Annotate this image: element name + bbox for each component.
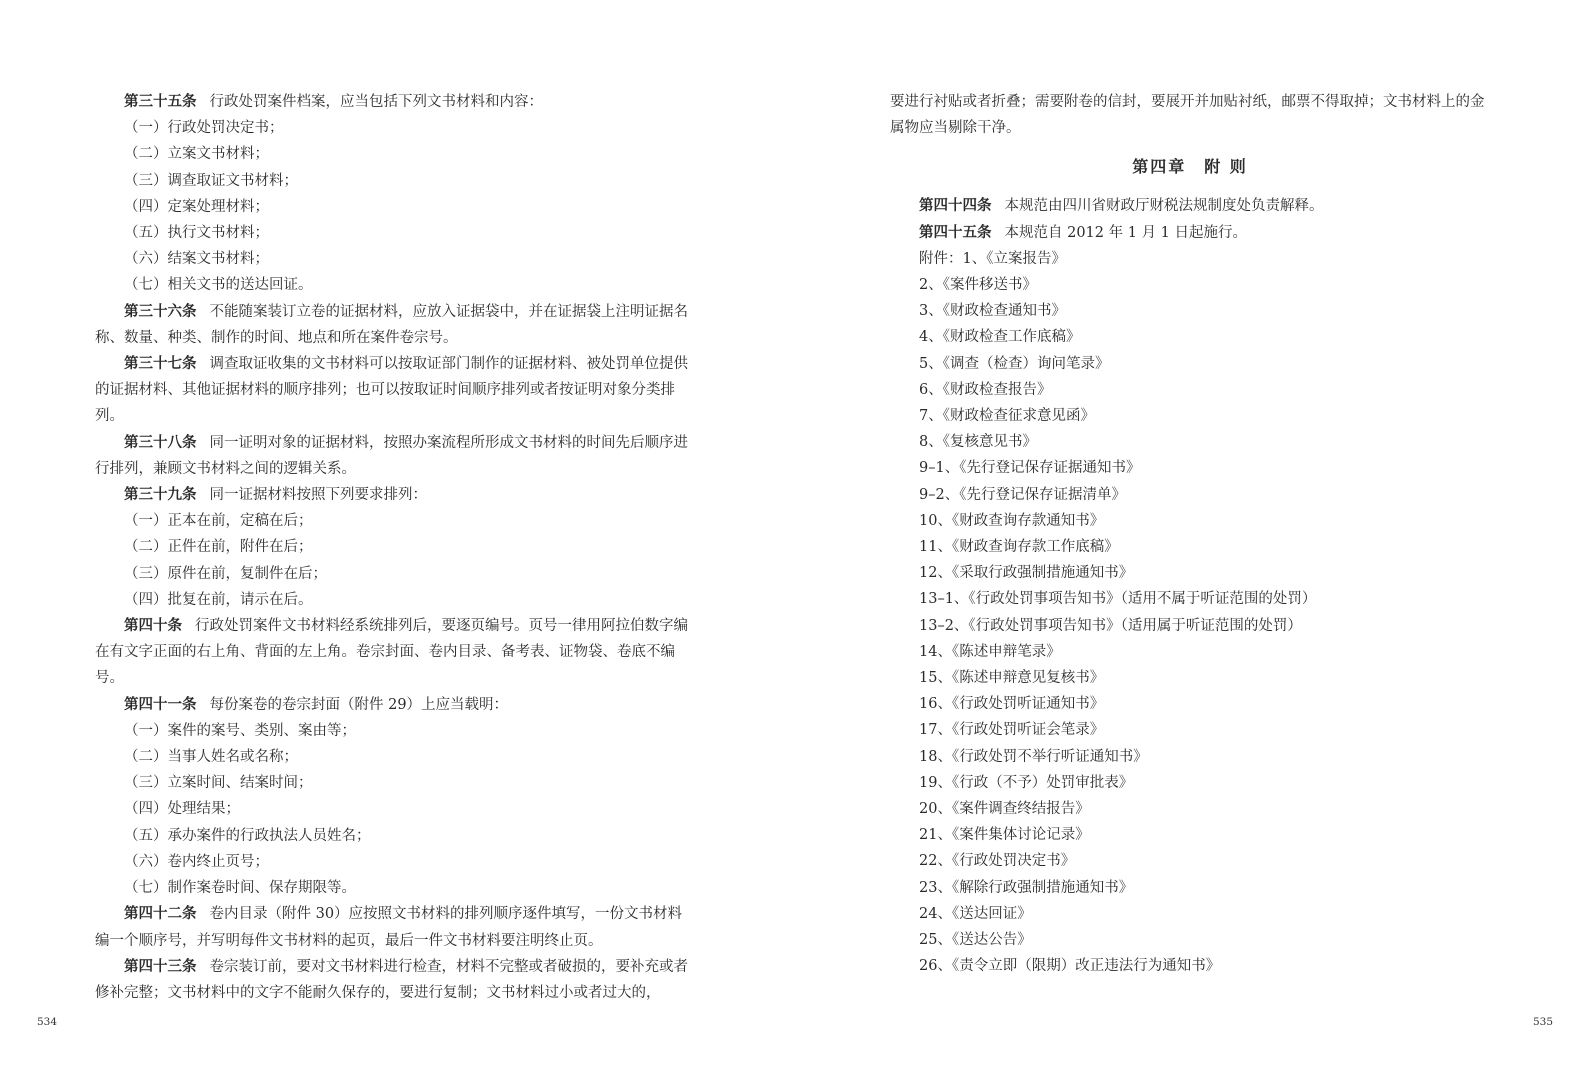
attachment-item: 附件：1、《立案报告》 xyxy=(919,250,1066,267)
attachment-item: 26、《责令立即（限期）改正违法行为通知书》 xyxy=(919,958,1221,975)
attachment-item: 17、《行政处罚听证会笔录》 xyxy=(919,722,1105,739)
attachment-item: 10、《财政查询存款通知书》 xyxy=(919,512,1105,529)
article-text: 卷内目录（附件 30）应按照文书材料的排列顺序逐件填写，一份文书材料编一个顺序号，并写明每件文书材料的起页，最后一件文书材料要注明终止页。 xyxy=(95,906,683,949)
list-item: （二）当事人姓名或名称； xyxy=(124,749,298,766)
list-item: （五）执行文书材料； xyxy=(124,225,269,242)
article-42 xyxy=(95,901,691,953)
list-item: （五）承办案件的行政执法人员姓名； xyxy=(124,827,371,844)
article-36 xyxy=(95,299,691,351)
list-item: （二）立案文书材料； xyxy=(124,146,269,163)
article-text: 本规范自 2012 年 1 月 1 日起施行。 xyxy=(1004,224,1248,241)
attachment-item: 21、《案件集体讨论记录》 xyxy=(919,827,1090,844)
list-item: （二）正件在前，附件在后； xyxy=(124,539,313,556)
article-41 xyxy=(95,692,691,718)
article-43 xyxy=(95,954,691,1006)
attachment-item: 13–1、《行政处罚事项告知书》（适用不属于听证范围的处罚） xyxy=(919,591,1317,608)
attachment-item: 7、《财政检查征求意见函》 xyxy=(919,408,1095,425)
attachment-item: 5、《调查（检查）询问笔录》 xyxy=(919,355,1110,372)
list-item: （四）处理结果； xyxy=(124,801,240,818)
list-item: （四）批复在前，请示在后。 xyxy=(124,591,313,608)
article-number: 第四十五条 xyxy=(919,223,992,241)
attachment-item: 24、《送达回证》 xyxy=(919,905,1032,922)
list-item: （一）行政处罚决定书； xyxy=(124,120,284,137)
list-item: （一）正本在前，定稿在后； xyxy=(124,513,313,530)
attachment-item: 14、《陈述申辩笔录》 xyxy=(919,643,1061,660)
list-item: （七）相关文书的送达回证。 xyxy=(124,277,313,294)
article-number: 第三十八条 xyxy=(124,433,197,451)
article-number: 第四十三条 xyxy=(124,957,197,975)
list-item: （六）结案文书材料； xyxy=(124,251,269,268)
article-text: 同一证据材料按照下列要求排列： xyxy=(209,487,427,504)
attachment-item: 16、《行政处罚听证通知书》 xyxy=(919,696,1105,713)
attachment-item: 6、《财政检查报告》 xyxy=(919,381,1052,398)
list-item: （三）原件在前，复制件在后； xyxy=(124,565,327,582)
article-38 xyxy=(95,430,691,482)
attachment-item: 2、《案件移送书》 xyxy=(919,277,1037,294)
attachment-item: 9–2、《先行登记保存证据清单》 xyxy=(919,486,1126,503)
attachment-item: 4、《财政检查工作底稿》 xyxy=(919,329,1081,346)
article-text: 卷宗装订前，要对文书材料进行检查，材料不完整或者破损的，要补充或者修补完整；文书材料中的文字不能耐久保存的，要进行复制；文书材料过小或者过大的， xyxy=(95,958,688,1001)
attachment-item: 12、《采取行政强制措施通知书》 xyxy=(919,565,1134,582)
page-number: 534 xyxy=(37,1016,58,1028)
attachment-item: 23、《解除行政强制措施通知书》 xyxy=(919,879,1134,896)
list-item: （七）制作案卷时间、保存期限等。 xyxy=(124,880,356,897)
attachment-item: 8、《复核意见书》 xyxy=(919,434,1037,451)
attachment-item: 18、《行政处罚不举行听证通知书》 xyxy=(919,748,1148,765)
chapter-title: 第四章 附 则 xyxy=(1132,157,1248,177)
left-page xyxy=(0,0,790,1077)
article-number: 第四十一条 xyxy=(124,695,197,713)
article-number: 第三十七条 xyxy=(124,355,197,373)
attachment-item: 25、《送达公告》 xyxy=(919,932,1032,949)
article-44 xyxy=(890,193,1490,219)
attachment-item: 13–2、《行政处罚事项告知书》（适用属于听证范围的处罚） xyxy=(919,617,1302,634)
list-item: （六）卷内终止页号； xyxy=(124,853,269,870)
attachment-item: 20、《案件调查终结报告》 xyxy=(919,801,1090,818)
article-text: 调查取证收集的文书材料可以按取证部门制作的证据材料、被处罚单位提供的证据材料、其他证据材料的顺序排列；也可以按取证时间顺序排列或者按证明对象分类排列。 xyxy=(95,356,688,425)
page-number: 535 xyxy=(1532,1016,1553,1028)
attachment-list xyxy=(890,246,1490,980)
article-text: 行政处罚案件文书材料经系统排列后，要逐页编号。页号一律用阿拉伯数字编在有文字正面的右上角、背面的左上角。卷宗封面、卷内目录、备考表、证物袋、卷底不编号。 xyxy=(95,618,688,687)
right-page xyxy=(790,0,1587,1077)
list-item: （三）调查取证文书材料； xyxy=(124,172,298,189)
attachment-item: 15、《陈述申辩意见复核书》 xyxy=(919,670,1105,687)
article-text: 行政处罚案件档案，应当包括下列文书材料和内容： xyxy=(209,94,543,110)
left-page-text xyxy=(95,89,691,1006)
article-text: 不能随案装订立卷的证据材料，应放入证据袋中，并在证据袋上注明证据名称、数量、种类、制作的时间、地点和所在案件卷宗号。 xyxy=(95,303,688,346)
article-number: 第三十六条 xyxy=(124,302,197,320)
article-37 xyxy=(95,351,691,430)
article-number: 第四十条 xyxy=(124,617,182,635)
article-35 xyxy=(95,89,691,115)
article-number: 第四十四条 xyxy=(919,197,992,215)
article-text: 本规范由四川省财政厅财税法规制度处负责解释。 xyxy=(1004,198,1324,215)
article-40 xyxy=(95,613,691,692)
attachment-item: 9–1、《先行登记保存证据通知书》 xyxy=(919,460,1141,477)
article-45 xyxy=(890,220,1490,246)
article-number: 第三十九条 xyxy=(124,486,197,504)
list-item: （一）案件的案号、类别、案由等； xyxy=(124,722,356,739)
continuation-paragraph: 要进行衬贴或者折叠；需要附卷的信封，要展开并加贴衬纸，邮票不得取掉；文书材料上的金属物应当剔除干净。 xyxy=(890,94,1485,137)
attachment-item: 22、《行政处罚决定书》 xyxy=(919,853,1076,870)
article-number: 第三十五条 xyxy=(124,93,197,110)
article-number: 第四十二条 xyxy=(124,905,197,923)
article-text: 同一证明对象的证据材料，按照办案流程所形成文书材料的时间先后顺序进行排列，兼顾文书材料之间的逻辑关系。 xyxy=(95,434,688,477)
attachment-item: 11、《财政查询存款工作底稿》 xyxy=(919,539,1119,556)
article-text: 每份案卷的卷宗封面（附件 29）上应当载明： xyxy=(209,696,509,713)
right-page-text xyxy=(890,89,1490,980)
list-item: （三）立案时间、结案时间； xyxy=(124,775,313,792)
article-39 xyxy=(95,482,691,508)
attachment-item: 3、《财政检查通知书》 xyxy=(919,303,1066,320)
list-item: （四）定案处理材料； xyxy=(124,198,269,215)
attachment-item: 19、《行政（不予）处罚审批表》 xyxy=(919,774,1134,791)
